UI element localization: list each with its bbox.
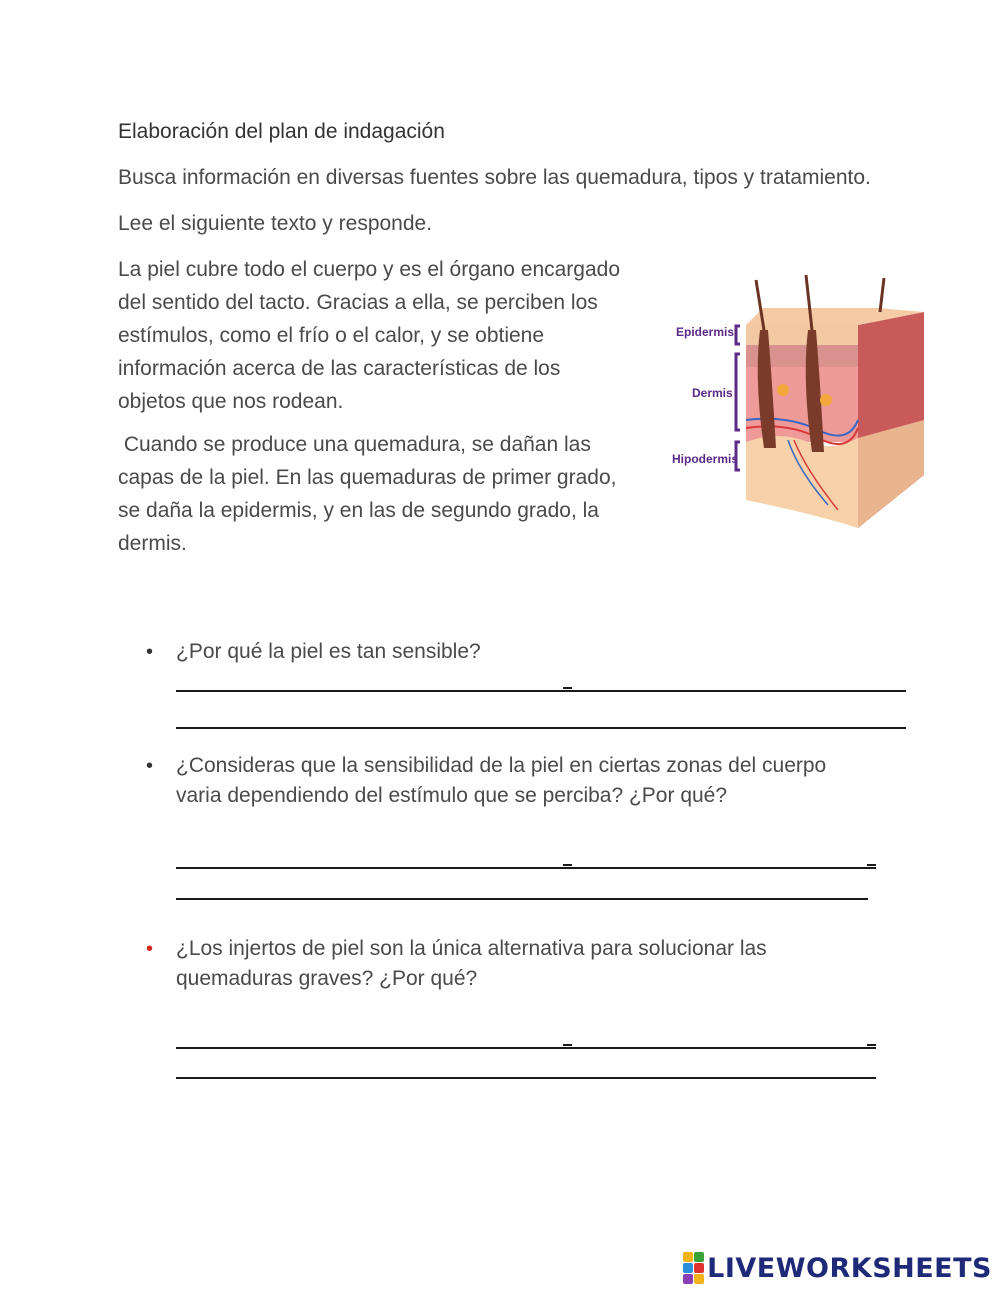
- question-text: varia dependiendo del estímulo que se perciba? ¿Por qué?: [176, 784, 728, 807]
- question-3: [176, 934, 767, 994]
- text-line: estímulos, como el frío o el calor, y se obtiene: [118, 324, 545, 347]
- line-mark: [867, 864, 876, 866]
- label-epidermis: Epidermis: [676, 325, 735, 339]
- label-dermis: Dermis: [692, 386, 733, 400]
- bullet-icon: •: [146, 938, 154, 960]
- question-text: quemaduras graves? ¿Por qué?: [176, 967, 478, 990]
- skin-layers-diagram: [668, 270, 933, 535]
- bullet-icon: •: [146, 641, 154, 663]
- question-2: [176, 751, 826, 811]
- text-line: información acerca de las características de los: [118, 357, 561, 380]
- label-hipodermis: Hipodermis: [672, 452, 739, 466]
- instruction-search: Busca información en diversas fuentes sobre las quemadura, tipos y tratamiento.: [118, 166, 871, 189]
- liveworksheets-logo: [683, 1252, 992, 1284]
- question-text: ¿Consideras que la sensibilidad de la piel en ciertas zonas del cuerpo: [176, 754, 827, 777]
- page-title: Elaboración del plan de indagación: [118, 120, 445, 143]
- answer-line[interactable]: [176, 898, 868, 900]
- answer-line[interactable]: [176, 867, 876, 869]
- answer-line[interactable]: [176, 690, 906, 692]
- text-line: capas de la piel. En las quemaduras de primer grado,: [118, 466, 617, 489]
- line-mark: [563, 864, 572, 866]
- instruction-read: Lee el siguiente texto y responde.: [118, 212, 433, 235]
- logo-wordmark: LIVEWORKSHEETS: [707, 1252, 992, 1284]
- text-line: La piel cubre todo el cuerpo y es el órgano encargado: [118, 258, 621, 281]
- answer-line[interactable]: [176, 1047, 876, 1049]
- answer-line[interactable]: [176, 1077, 876, 1079]
- question-text: ¿Por qué la piel es tan sensible?: [176, 640, 481, 663]
- question-1: [176, 637, 481, 667]
- line-mark: [563, 1044, 572, 1046]
- text-line: Cuando se produce una quemadura, se dañan las: [118, 433, 591, 456]
- text-line: dermis.: [118, 532, 187, 555]
- text-line: objetos que nos rodean.: [118, 390, 344, 413]
- bullet-icon: •: [146, 755, 154, 777]
- text-line: se daña la epidermis, y en las de segundo grado, la: [118, 499, 599, 522]
- answer-line[interactable]: [176, 727, 906, 729]
- logo-blocks-icon: [683, 1252, 704, 1284]
- line-mark: [563, 687, 572, 689]
- paragraph-skin: [118, 253, 658, 418]
- question-text: ¿Los injertos de piel son la única alternativa para solucionar las: [176, 937, 767, 960]
- line-mark: [867, 1044, 876, 1046]
- text-line: del sentido del tacto. Gracias a ella, se perciben los: [118, 291, 598, 314]
- paragraph-burns: [118, 428, 658, 560]
